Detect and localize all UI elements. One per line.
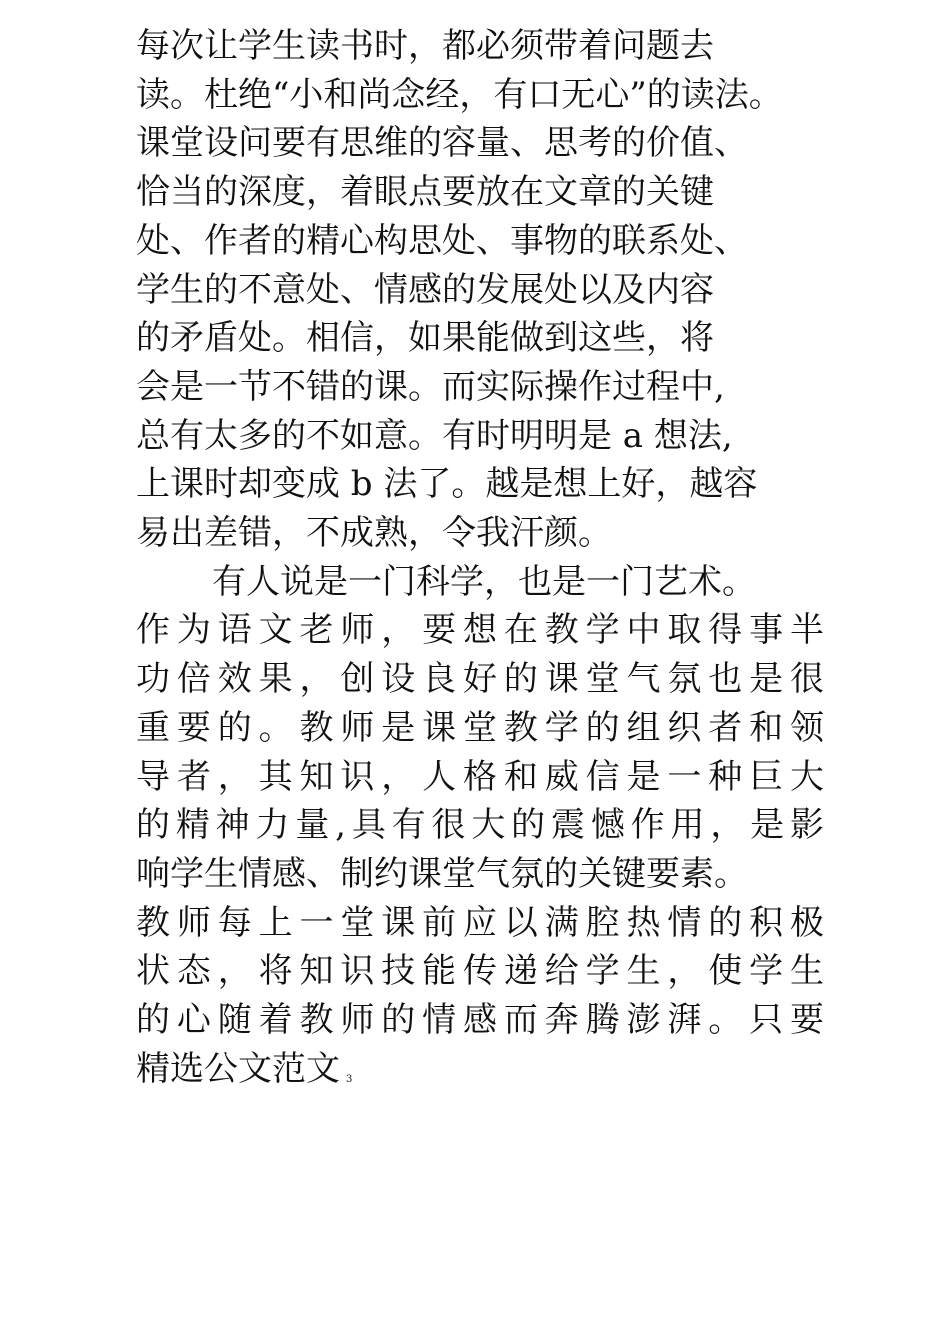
text-line: 功倍效果，创设良好的课堂气氛也是很 — [136, 659, 824, 700]
text-line: 作为语文老师，要想在教学中取得事半 — [136, 610, 824, 651]
footer-label: 精选公文范文 — [136, 1048, 340, 1089]
text-line: 会是一节不错的课。而实际操作过程中, — [136, 366, 725, 407]
footer-line — [136, 1045, 856, 1103]
text-line: 响学生情感、制约课堂气氛的关键要素。 — [136, 853, 748, 894]
text-line: 易出差错，不成熟，令我汗颜。 — [136, 513, 612, 554]
text-line: 教师每上一堂课前应以满腔热情的积极 — [136, 902, 824, 943]
text-line: 的矛盾处。相信，如果能做到这些，将 — [136, 318, 714, 359]
page-number: 3 — [346, 1073, 353, 1085]
text-line: 总有太多的不如意。有时明明是 a 想法, — [136, 415, 733, 456]
text-line: 课堂设问要有思维的容量、思考的价值、 — [136, 123, 748, 164]
text-line: 学生的不意处、情感的发展处以及内容 — [136, 269, 714, 310]
paragraph-start-line: 有人说是一门科学，也是一门艺术。 — [212, 561, 756, 602]
text-line: 的精神力量,具有很大的震憾作用，是影 — [136, 805, 824, 846]
text-line: 处、作者的精心构思处、事物的联系处、 — [136, 220, 748, 261]
text-line: 的心随着教师的情感而奔腾澎湃。只要 — [136, 1000, 824, 1041]
body-text — [136, 22, 856, 1102]
text-line: 恰当的深度，着眼点要放在文章的关键 — [136, 172, 714, 213]
text-line: 读。杜绝“小和尚念经，有口无心”的读法。 — [136, 74, 783, 115]
text-line: 每次让学生读书时，都必须带着问题去 — [136, 26, 714, 66]
text-line: 状态，将知识技能传递给学生，使学生 — [136, 951, 824, 992]
text-line: 重要的。教师是课堂教学的组织者和领 — [136, 707, 824, 748]
text-line: 导者，其知识，人格和威信是一种巨大 — [136, 756, 824, 797]
text-line: 上课时却变成 b 法了。越是想上好，越容 — [136, 464, 758, 505]
